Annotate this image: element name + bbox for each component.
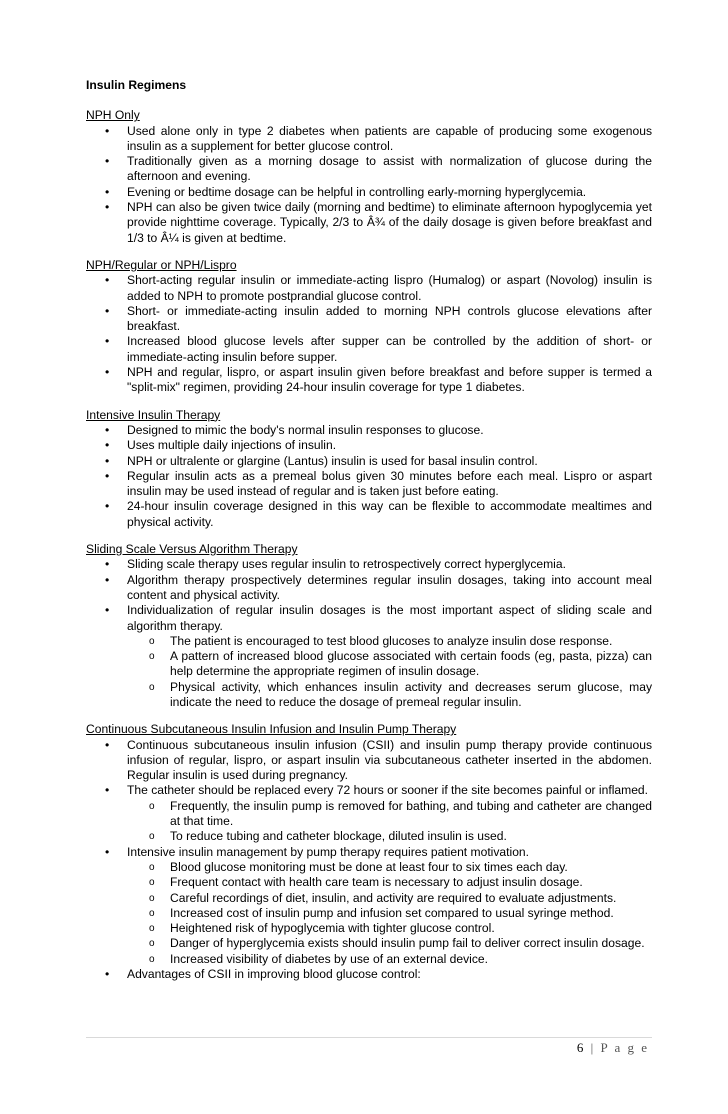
page-footer (577, 1040, 649, 1055)
bullet-text: The catheter should be replaced every 72 hours or sooner if the site becomes painful or inflamed. (127, 783, 648, 798)
bullet-item (86, 304, 652, 335)
bullet-item (86, 365, 652, 396)
bullet-text: Increased blood glucose levels after supper can be controlled by the addition of short- or immediate-acting insulin before supper. (127, 334, 652, 364)
bullet-text: Short- or immediate-acting insulin added to morning NPH controls glucose elevations after breakfast. (127, 303, 652, 334)
bullet-list (86, 273, 652, 395)
bullet-item (86, 557, 652, 572)
bullet-text: Individualization of regular insulin dosages is the most important aspect of sliding scale and algorithm therapy. (127, 603, 652, 633)
bullet-item (86, 738, 652, 784)
section (86, 108, 652, 246)
bullet-item (86, 469, 652, 500)
sub-bullet-item: o The patient is encouraged to test blood glucoses to analyze insulin dose response. (127, 634, 652, 649)
bullet-list (86, 423, 652, 530)
sub-bullet-item: o To reduce tubing and catheter blockage, diluted insulin is used. (127, 829, 652, 844)
sub-bullet-list (127, 799, 652, 845)
bullet-text: NPH or ultralente or glargine (Lantus) insulin is used for basal insulin control. (127, 453, 538, 468)
section-heading: NPH/Regular or NPH/Lispro (86, 257, 237, 272)
bullet-item (86, 124, 652, 155)
bullet-text: Continuous subcutaneous insulin infusion (CSII) and insulin pump therapy provide continuous infusion of regular, lispro, or aspart insulin via subcutaneous catheter inserted in the abdomen. Regular insulin is used during pregnancy. (127, 737, 652, 783)
bullet-text: Intensive insulin management by pump therapy requires patient motivation. (127, 844, 530, 859)
section (86, 722, 652, 982)
bullet-text: Designed to mimic the body's normal insulin responses to glucose. (127, 422, 484, 437)
bullet-text: Sliding scale therapy uses regular insulin to retrospectively correct hyperglycemia. (127, 557, 566, 572)
bullet-item (86, 438, 652, 453)
section-heading: Sliding Scale Versus Algorithm Therapy (86, 542, 298, 557)
bullet-item (86, 967, 652, 982)
bullet-item (86, 273, 652, 304)
bullet-text: Algorithm therapy prospectively determines regular insulin dosages, taking into account meal content and physical activity. (127, 572, 652, 602)
bullet-text: Uses multiple daily injections of insulin. (127, 438, 337, 453)
section (86, 542, 652, 710)
sub-bullet-list (127, 860, 652, 967)
bullet-list (86, 738, 652, 983)
bullet-item (86, 200, 652, 246)
sub-bullet-item: o Frequent contact with health care team is necessary to adjust insulin dosage. (127, 875, 652, 890)
sub-bullet-item: o Heightened risk of hypoglycemia with tighter glucose control. (127, 921, 652, 936)
bullet-item (86, 185, 652, 200)
bullet-item (86, 499, 652, 530)
sub-bullet-item: o Increased cost of insulin pump and infusion set compared to usual syringe method. (127, 906, 652, 921)
sections-container (86, 108, 652, 982)
page-separator: | (590, 1040, 596, 1055)
bullet-item (86, 603, 652, 710)
bullet-text: Traditionally given as a morning dosage to assist with normalization of glucose during the afternoon and evening. (127, 154, 652, 184)
bullet-item (86, 423, 652, 438)
section-heading: Continuous Subcutaneous Insulin Infusion and Insulin Pump Therapy (86, 722, 457, 737)
page-number: 6 (576, 1040, 586, 1055)
bullet-text: Regular insulin acts as a premeal bolus given 30 minutes before each meal. Lispro or aspart insulin may be used instead of regular and is taken just before eating. (127, 468, 652, 499)
sub-bullet-item: o Blood glucose monitoring must be done at least four to six times each day. (127, 860, 652, 875)
section (86, 258, 652, 396)
sub-bullet-item: o Increased visibility of diabetes by use of an external device. (127, 952, 652, 967)
bullet-item (86, 154, 652, 185)
bullet-item (86, 845, 652, 967)
section-heading: NPH Only (86, 108, 140, 123)
document-title: Insulin Regimens (86, 78, 187, 92)
bullet-text: Used alone only in type 2 diabetes when patients are capable of producing some exogenous insulin as a supplement for better glucose control. (127, 123, 652, 153)
sub-bullet-item: o A pattern of increased blood glucose associated with certain foods (eg, pasta, pizza) can help determine the appropriate regimen of insulin dosage. (127, 649, 652, 680)
bullet-item (86, 573, 652, 604)
bullet-item (86, 334, 652, 365)
bullet-list (86, 124, 652, 246)
footer-divider (86, 1037, 652, 1038)
bullet-text: Short-acting regular insulin or immediate-acting lispro (Humalog) or aspart (Novolog) insulin is added to NPH to promote postprandial glucose control. (127, 273, 652, 303)
sub-bullet-list (127, 634, 652, 710)
bullet-text: NPH and regular, lispro, or aspart insulin given before breakfast and before supper is termed a "split-mix" regimen, providing 24-hour insulin coverage for type 1 diabetes. (127, 365, 652, 395)
bullet-text: Advantages of CSII in improving blood glucose control: (127, 967, 421, 982)
section-heading: Intensive Insulin Therapy (86, 407, 221, 422)
bullet-item (86, 454, 652, 469)
sub-bullet-item: o Physical activity, which enhances insulin activity and decreases serum glucose, may indicate the need to reduce the dosage of premeal regular insulin. (127, 680, 652, 711)
sub-bullet-item: o Danger of hyperglycemia exists should insulin pump fail to deliver correct insulin dosage. (127, 936, 652, 951)
bullet-text: 24-hour insulin coverage designed in this way can be flexible to accommodate mealtimes and physical activity. (127, 499, 652, 529)
sub-bullet-item: o Careful recordings of diet, insulin, and activity are required to evaluate adjustments. (127, 891, 652, 906)
sub-bullet-item: o Frequently, the insulin pump is removed for bathing, and tubing and catheter are changed at that time. (127, 799, 652, 830)
bullet-list (86, 557, 652, 710)
bullet-text: Evening or bedtime dosage can be helpful in controlling early-morning hyperglycemia. (127, 184, 587, 199)
section (86, 408, 652, 530)
bullet-text: NPH can also be given twice daily (morning and bedtime) to eliminate afternoon hypoglycemia yet provide nighttime coverage. Typically, 2/3 to Â¾ of the daily dosage is given before breakfast and 1/3 to Â¼ is given at bedtime. (127, 200, 652, 245)
document-page (86, 78, 652, 994)
bullet-item (86, 783, 652, 844)
page-label: P a g e (600, 1040, 649, 1055)
